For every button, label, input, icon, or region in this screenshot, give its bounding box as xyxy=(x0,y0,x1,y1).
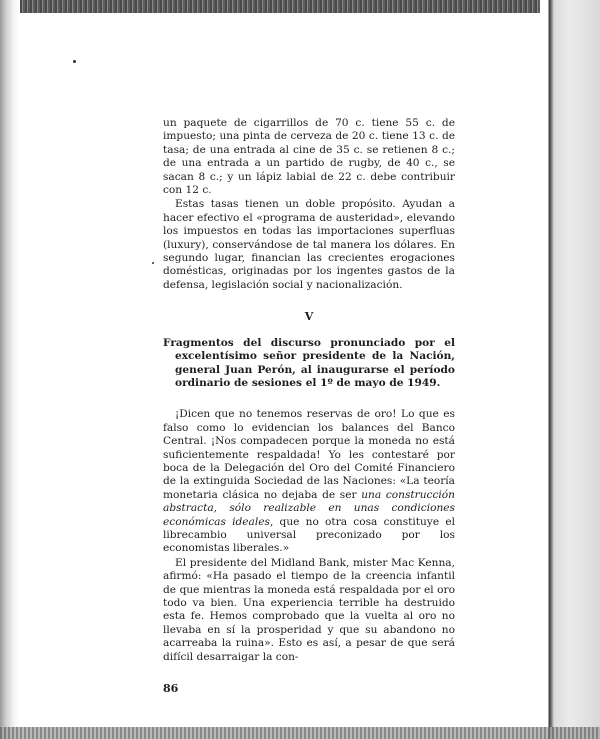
scan-speck xyxy=(73,60,76,63)
section-numeral: V xyxy=(304,310,314,324)
scan-speck xyxy=(152,262,154,264)
body-paragraph: Estas tasas tienen un doble propósito. Ayudan a hacer efectivo el «programa de austeridad», elevando los impuestos en todas las importaciones superfluas (luxury), conservándose de tal manera los dólares. En segundo lugar, financian las crecientes erogaciones domésticas, originadas por los ingentes gastos de la defensa, legislación social y nacionalización. xyxy=(163,198,455,291)
speech-paragraph: El presidente del Midland Bank, mister Mac Kenna, afirmó: «Ha pasado el tiempo de la creencia infantil de que mientras la moneda está respaldada por el oro todo va bien. Una experiencia terrible ha destruido esta fe. Hemos comprobado que la vuelta al oro no llevaba en sí la prosperidad y que su abandono no acarreaba la ruina». Esto es así, a pesar de que será difícil desarraigar la con- xyxy=(163,556,455,663)
scan-edge-top xyxy=(0,0,600,13)
scan-edge-bottom xyxy=(0,727,600,739)
scan-edge-left xyxy=(0,0,20,739)
section-heading: Fragmentos del discurso pronunciado por el excelentísimo señor presidente de la Nación, general Juan Perón, al inaugurarse el período ordinario de sesiones el 1º de mayo de 1949. xyxy=(163,336,455,389)
speech-paragraph xyxy=(163,408,455,555)
speech-text: ¡Dicen que no tenemos reservas de oro! Lo que es falso como lo evidencian los balances del Banco Central. ¡Nos compadecen porque la moneda no está suficientemente respaldada! Yo les contestaré por boca de la Delegación del Oro del Comité Financiero de la extinguida Sociedad de las Naciones: «La teoría monetaria clásica no dejaba de ser xyxy=(163,408,455,501)
body-paragraph: un paquete de cigarrillos de 70 c. tiene 55 c. de impuesto; una pinta de cerveza de 20 c. tiene 13 c. de tasa; de una entrada al cine de 35 c. se retienen 8 c.; de una entrada a un partido de rugby, de 40 c., se sacan 8 c.; y un lápiz labial de 22 c. debe contribuir con 12 c. xyxy=(163,117,455,197)
speech-text: , que no otra cosa constituye el librecambio universal preconizado por los economistas liberales.» xyxy=(163,515,455,555)
book-page xyxy=(163,117,455,695)
speech-quote-emphasis: una construcción abstracta, sólo realizable en unas condiciones económicas ideales xyxy=(163,488,455,528)
scan-edge-right xyxy=(540,0,600,739)
page-number: 86 xyxy=(163,682,179,696)
